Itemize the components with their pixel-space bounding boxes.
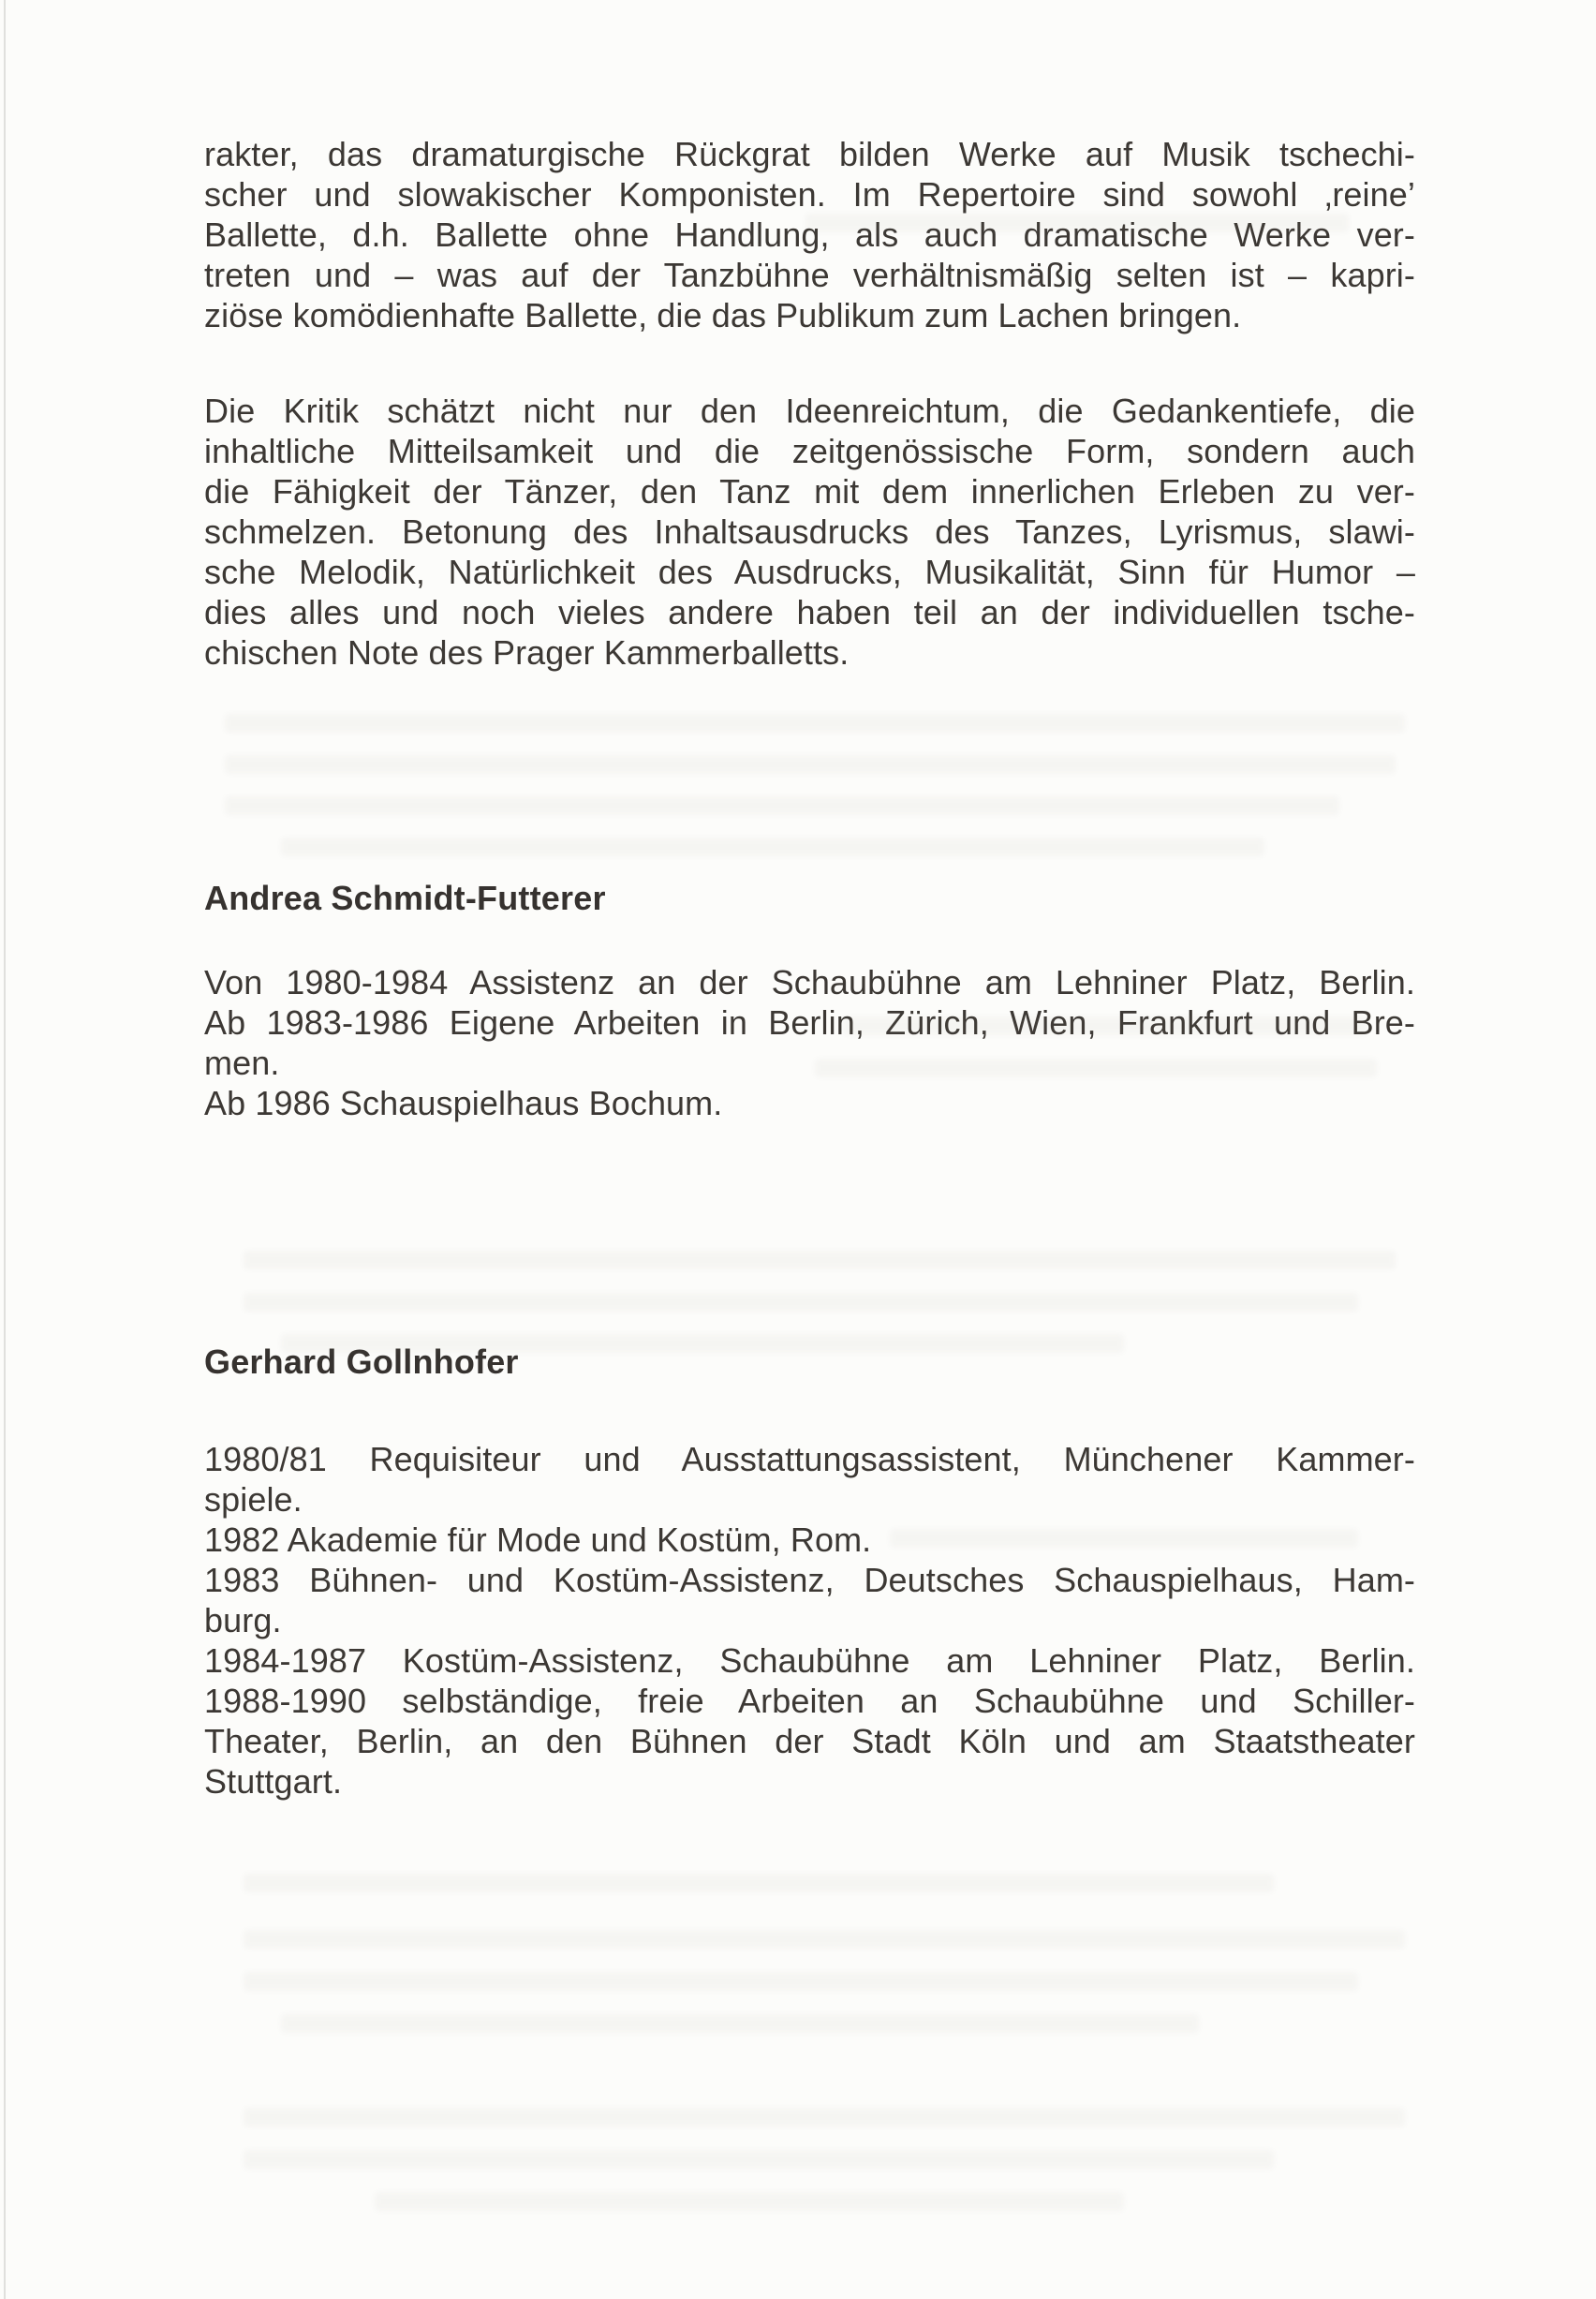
- page-bleed-artifact: [225, 714, 1405, 733]
- page-bleed-artifact: [281, 1334, 1124, 1353]
- bio-text-andrea-schmidt-futterer: [204, 962, 1415, 1123]
- text-line: Theater, Berlin, an den Bühnen der Stadt Köln und am Staatstheater: [204, 1722, 1415, 1760]
- page-bleed-artifact: [805, 214, 1349, 232]
- text-line: ziöse komödienhafte Ballette, die das Publikum zum Lachen bringen.: [204, 296, 1242, 334]
- page-bleed-artifact: [244, 1293, 1358, 1312]
- page-bleed-artifact: [225, 755, 1396, 774]
- page-bleed-artifact: [281, 2014, 1199, 2033]
- text-line: rakter, das dramaturgische Rückgrat bilden Werke auf Musik tschechi-: [204, 135, 1415, 173]
- text-line: men.: [204, 1044, 280, 1082]
- paragraph-repertoire: [204, 134, 1415, 335]
- text-line: scher und slowakischer Komponisten. Im Repertoire sind sowohl ‚reine’: [204, 175, 1415, 214]
- text-line: 1988-1990 selbständige, freie Arbeiten an Schaubühne und Schiller-: [204, 1682, 1415, 1720]
- page-bleed-artifact: [890, 1529, 1358, 1548]
- bio-heading-andrea-schmidt-futterer: [204, 878, 1415, 918]
- text-line: Die Kritik schätzt nicht nur den Ideenreichtum, die Gedankentiefe, die: [204, 392, 1415, 430]
- heading-text: Andrea Schmidt-Futterer: [204, 879, 606, 917]
- page-bleed-artifact: [225, 796, 1339, 815]
- text-line: Ab 1983-1986 Eigene Arbeiten in Berlin, Zürich, Wien, Frankfurt und Bre-: [204, 1003, 1415, 1042]
- text-line: Von 1980-1984 Assistenz an der Schaubühne am Lehniner Platz, Berlin.: [204, 963, 1415, 1001]
- page-bleed-artifact: [244, 1874, 1274, 1892]
- text-line: die Fähigkeit der Tänzer, den Tanz mit dem innerlichen Erleben zu ver-: [204, 472, 1415, 511]
- text-line: burg.: [204, 1601, 282, 1639]
- text-line: Ballette, d.h. Ballette ohne Handlung, als auch dramatische Werke ver-: [204, 215, 1415, 254]
- page-bleed-artifact: [244, 1251, 1396, 1269]
- page-bleed-artifact: [375, 2192, 1124, 2211]
- page-bleed-artifact: [244, 1972, 1358, 1991]
- text-line: Stuttgart.: [204, 1762, 343, 1801]
- text-line: schmelzen. Betonung des Inhaltsausdrucks des Tanzes, Lyrismus, slawi-: [204, 512, 1415, 551]
- page-bleed-artifact: [815, 1059, 1377, 1077]
- page-bleed-artifact: [843, 1016, 1367, 1035]
- text-line: 1980/81 Requisiteur und Ausstattungsassistent, Münchener Kammer-: [204, 1440, 1415, 1478]
- page-bleed-artifact: [244, 2108, 1405, 2127]
- text-line: spiele.: [204, 1480, 303, 1519]
- text-line: inhaltliche Mitteilsamkeit und die zeitgenössische Form, sondern auch: [204, 432, 1415, 470]
- text-line: dies alles und noch vieles andere haben teil an der individuellen tsche-: [204, 593, 1415, 631]
- text-line: Ab 1986 Schauspielhaus Bochum.: [204, 1084, 723, 1122]
- text-line: treten und – was auf der Tanzbühne verhältnismäßig selten ist – kapri-: [204, 256, 1415, 294]
- paragraph-kritik: [204, 391, 1415, 673]
- page-bleed-artifact: [244, 1930, 1405, 1949]
- text-line: chischen Note des Prager Kammerballetts.: [204, 633, 850, 672]
- text-line: 1982 Akademie für Mode und Kostüm, Rom.: [204, 1520, 872, 1559]
- page-bleed-artifact: [244, 2150, 1274, 2169]
- heading-text: Gerhard Gollnhofer: [204, 1342, 519, 1381]
- scan-edge-artifact: [4, 0, 6, 2299]
- text-line: sche Melodik, Natürlichkeit des Ausdrucks, Musikalität, Sinn für Humor –: [204, 553, 1415, 591]
- text-line: 1983 Bühnen- und Kostüm-Assistenz, Deutsches Schauspielhaus, Ham-: [204, 1561, 1415, 1599]
- bio-text-gerhard-gollnhofer: [204, 1439, 1415, 1802]
- page-bleed-artifact: [281, 838, 1264, 856]
- text-line: 1984-1987 Kostüm-Assistenz, Schaubühne am Lehniner Platz, Berlin.: [204, 1641, 1415, 1680]
